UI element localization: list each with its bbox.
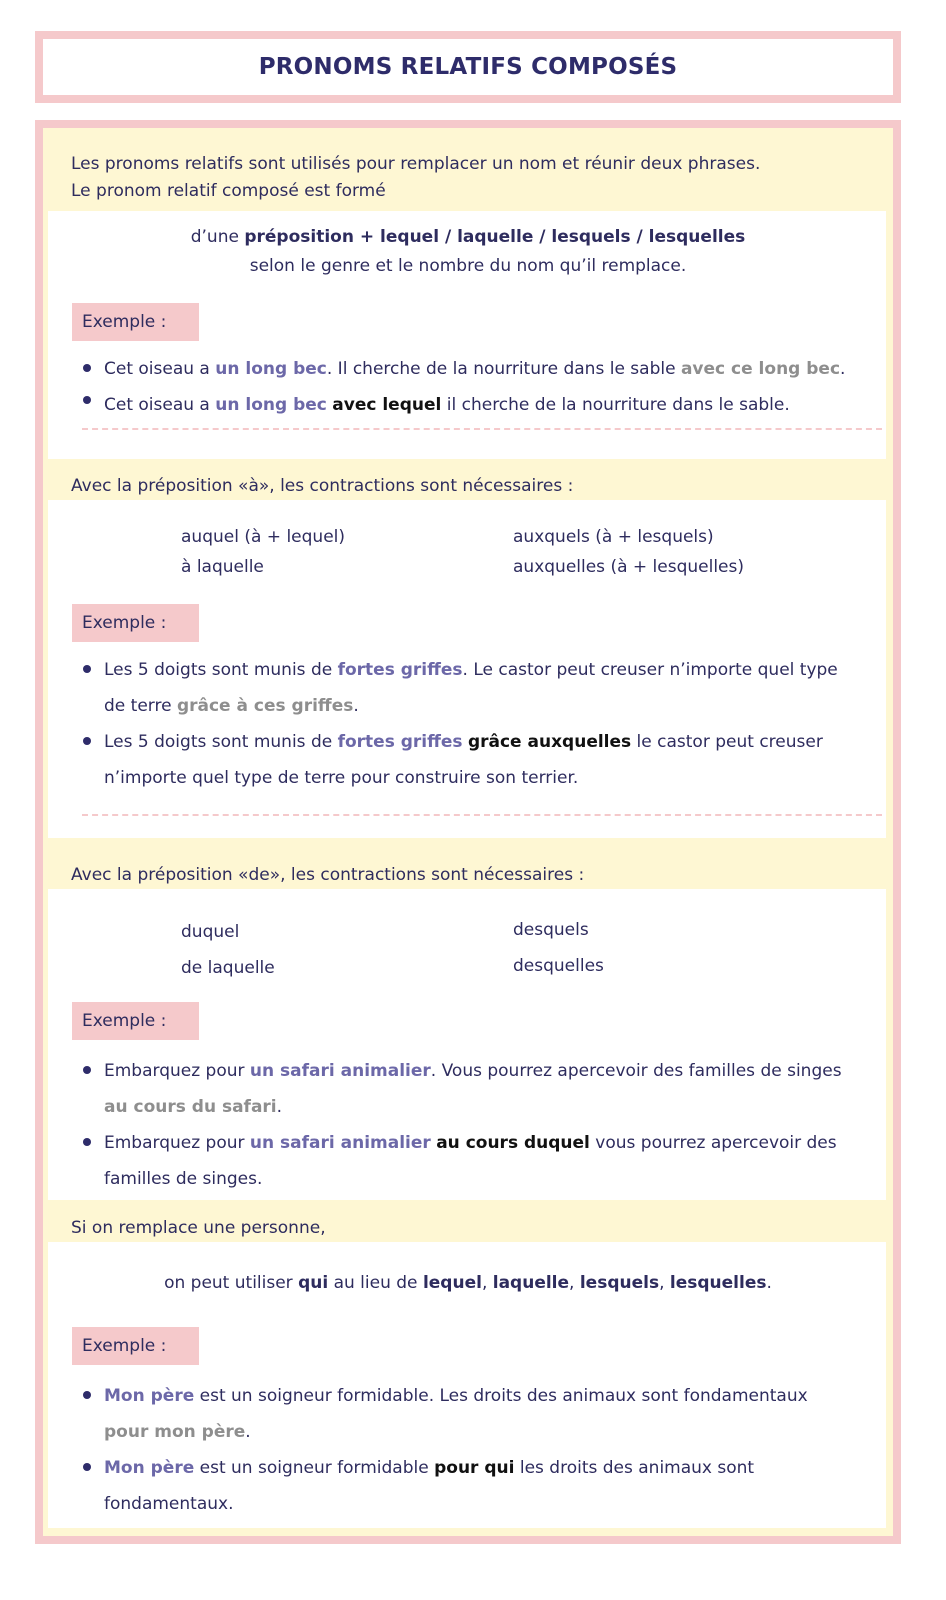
example-a-2: Les 5 doigts sont munis de fortes griffes grâce auxquelles le castor peut creuser — [104, 732, 823, 752]
example-a-2-cont: n’importe quel type de terre pour construire son terrier. — [104, 768, 579, 788]
bullet-icon — [83, 1463, 91, 1471]
formation-pre: d’une — [190, 227, 239, 247]
example-1-1: Cet oiseau a un long bec. Il cherche de la nourriture dans le sable avec ce long bec. — [104, 359, 846, 379]
formation-line-2: selon le genre et le nombre du nom qu’il remplace. — [249, 256, 687, 276]
dashed-divider — [82, 428, 882, 430]
example-de-1-cont: au cours du safari. — [104, 1097, 283, 1117]
bullet-icon — [83, 665, 91, 673]
form-auquel: auquel (à + lequel) — [181, 527, 346, 547]
intro-line-1: Les pronoms relatifs sont utilisés pour remplacer un nom et réunir deux phrases. — [71, 154, 761, 174]
section-a-heading: Avec la préposition «à», les contractions sont nécessaires : — [71, 476, 574, 496]
bullet-icon — [83, 396, 91, 404]
form-desquelles: desquelles — [513, 956, 604, 976]
example-label: Exemple : — [72, 303, 199, 341]
example-a-1-cont: de terre grâce à ces griffes. — [104, 696, 359, 716]
example-label: Exemple : — [72, 1002, 199, 1040]
lesson-card — [35, 120, 901, 1544]
example-qui-2-cont: fondamentaux. — [104, 1494, 234, 1514]
example-qui-1-cont: pour mon père. — [104, 1422, 251, 1442]
form-desquels: desquels — [513, 920, 589, 940]
example-de-1: Embarquez pour un safari animalier. Vous pourrez apercevoir des familles de singes — [104, 1061, 842, 1081]
qui-rule: on peut utiliser qui au lieu de lequel, laquelle, lesquels, lesquelles. — [164, 1273, 772, 1293]
intro-line-2: Le pronom relatif composé est formé — [71, 181, 386, 201]
bullet-icon — [83, 1391, 91, 1399]
bullet-icon — [83, 1066, 91, 1074]
bullet-icon — [83, 1138, 91, 1146]
form-a-laquelle: à laquelle — [181, 557, 264, 577]
section-de-heading: Avec la préposition «de», les contractions sont nécessaires : — [71, 865, 585, 885]
example-qui-1: Mon père est un soigneur formidable. Les droits des animaux sont fondamentaux — [104, 1386, 808, 1406]
form-duquel: duquel — [181, 922, 240, 942]
example-a-1: Les 5 doigts sont munis de fortes griffes. Le castor peut creuser n’importe quel type — [104, 660, 838, 680]
example-de-2-cont: familles de singes. — [104, 1169, 263, 1189]
example-de-2: Embarquez pour un safari animalier au cours duquel vous pourrez apercevoir des — [104, 1133, 837, 1153]
title-box — [35, 31, 901, 103]
formation-bold: préposition + lequel / laquelle / lesquels / lesquelles — [244, 227, 746, 247]
dashed-divider — [82, 814, 882, 816]
form-auxquels: auxquels (à + lesquels) — [513, 527, 714, 547]
bullet-icon — [83, 737, 91, 745]
example-qui-2: Mon père est un soigneur formidable pour qui les droits des animaux sont — [104, 1458, 755, 1478]
bullet-icon — [83, 364, 91, 372]
form-de-laquelle: de laquelle — [181, 958, 275, 978]
example-label: Exemple : — [72, 604, 199, 642]
example-1-2: Cet oiseau a un long bec avec lequel il cherche de la nourriture dans le sable. — [104, 395, 790, 415]
form-auxquelles: auxquelles (à + lesquelles) — [513, 557, 745, 577]
formation-rule — [43, 226, 893, 248]
page-title: PRONOMS RELATIFS COMPOSÉS — [258, 54, 678, 80]
section-qui-heading: Si on remplace une personne, — [71, 1218, 326, 1238]
example-label: Exemple : — [72, 1327, 199, 1365]
